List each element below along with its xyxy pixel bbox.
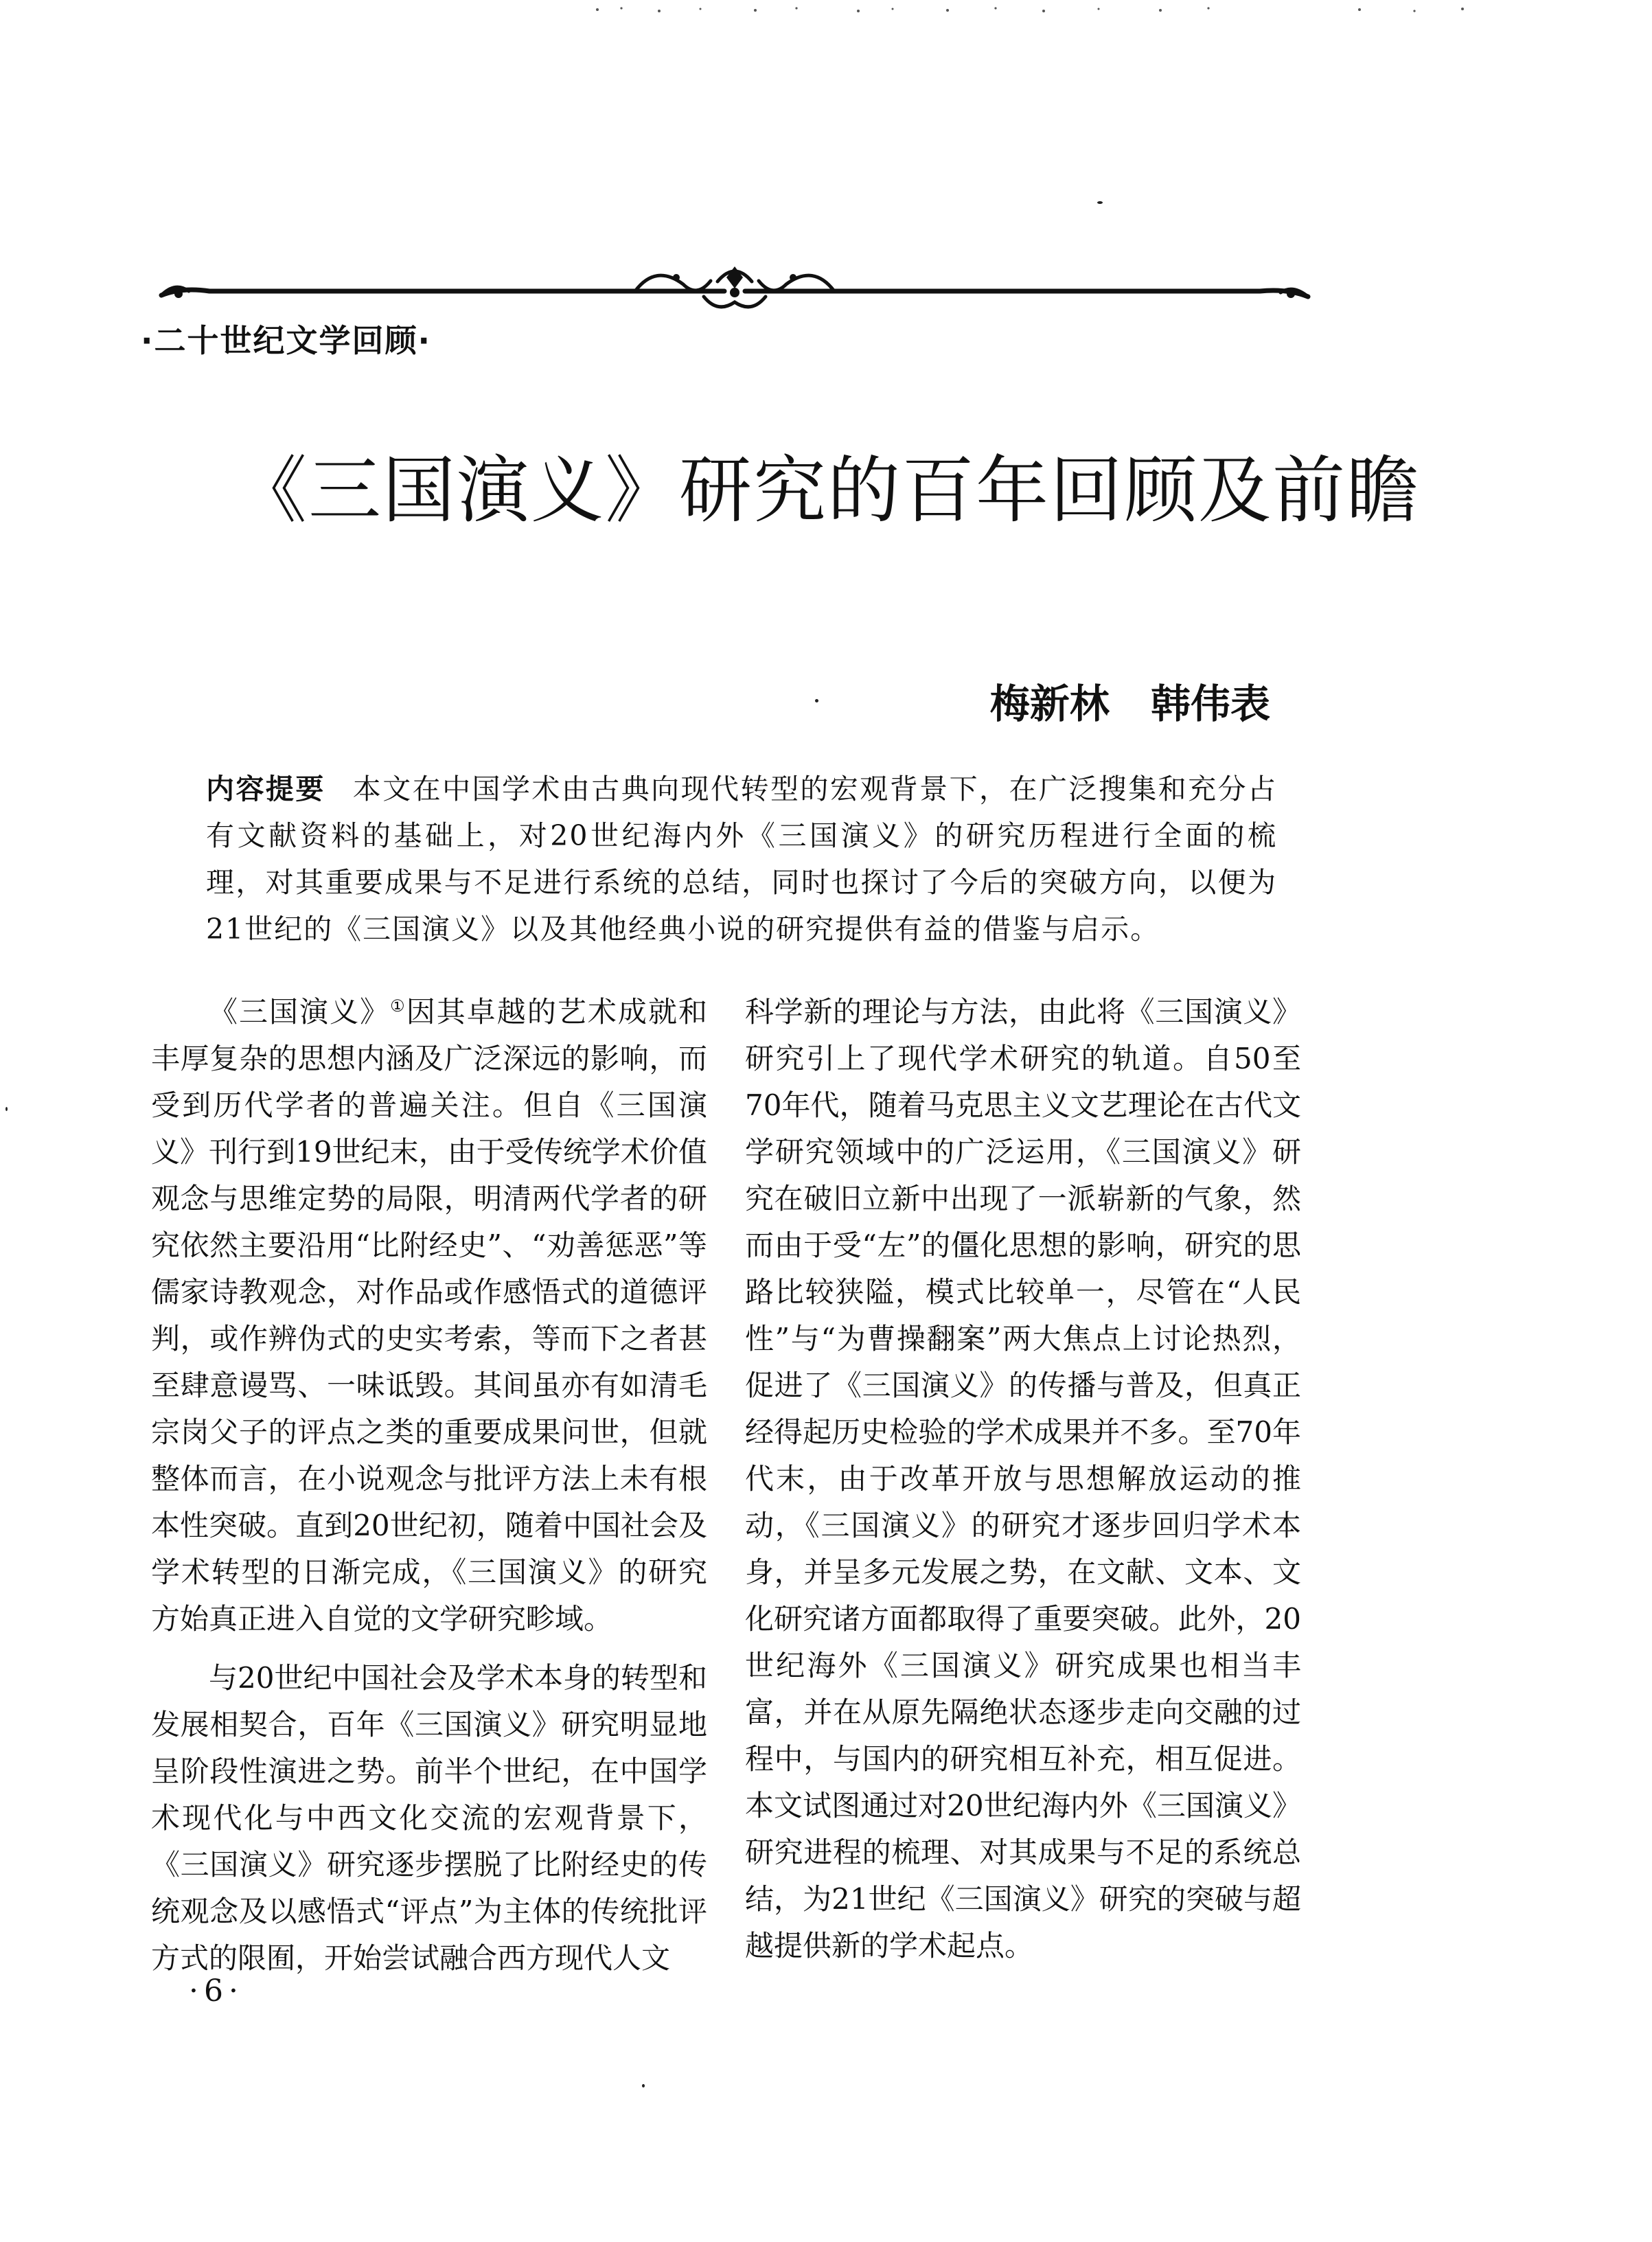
body-paragraph-2-continued: 科学新的理论与方法，由此将《三国演义》研究引上了现代学术研究的轨道。自50至70年代，随着马克思主义文艺理论在古代文学研究领域中的广泛运用，《三国演义》研究在破旧立新中出现了一派崭新的气象，然而由于受“左”的僵化思想的影响，研究的思路比较狭隘，模式比较单一，尽管在“人民性”与“为曹操翻案”两大焦点上讨论热烈，促进了《三国演义》的传播与普及，但真正经得起历史检验的学术成果并不多。至70年代末，由于改革开放与思想解放运动的推动，《三国演义》的研究才逐步回归学术本身，并呈多元发展之势，在文献、文本、文化研究诸方面都取得了重要突破。此外，20世纪海外《三国演义》研究成果也相当丰富，并在从原先隔绝状态逐步走向交融的过程中，与国内的研究相互补充，相互促进。本文试图通过对20世纪海内外《三国演义》研究进程的梳理、对其成果与不足的系统总结，为21世纪《三国演义》研究的突破与超越提供新的学术起点。 [745, 995, 1301, 1963]
decorative-header-ornament [154, 254, 1315, 323]
scan-speck [5, 1107, 8, 1111]
scan-speck [642, 2084, 645, 2087]
scan-speck [815, 699, 818, 702]
scan-noise-specks [0, 0, 1652, 27]
body-column-right [745, 989, 1301, 1969]
page-number: ·6· [189, 1974, 244, 2009]
body-column-left [151, 989, 707, 1982]
article-authors: 梅新林 韩伟表 [989, 680, 1270, 727]
abstract-label: 内容提要 [206, 773, 325, 805]
section-label: ·二十世纪文学回顾· [141, 322, 431, 359]
body-paragraph-1-start: 《三国演义》 [209, 995, 391, 1029]
abstract-block [206, 766, 1277, 952]
abstract-text: 本文在中国学术由古典向现代转型的宏观背景下，在广泛搜集和充分占有文献资料的基础上，对20世纪海内外《三国演义》的研究历程进行全面的梳理，对其重要成果与不足进行系统的总结，同时也探讨了今后的突破方向，以便为21世纪的《三国演义》以及其他经典小说的研究提供有益的借鉴与启示。 [206, 773, 1277, 946]
body-paragraph-1 [151, 989, 707, 1643]
body-paragraph-2: 与20世纪中国社会及学术本身的转型和发展相契合，百年《三国演义》研究明显地呈阶段性演进之势。前半个世纪，在中国学术现代化与中西文化交流的宏观背景下，《三国演义》研究逐步摆脱了比附经史的传统观念及以感悟式“评点”为主体的传统批评方式的限囿，开始尝试融合西方现代人文 [151, 1661, 707, 1975]
footnote-marker: ① [390, 996, 406, 1016]
body-paragraph-1-rest: 因其卓越的艺术成就和丰厚复杂的思想内涵及广泛深远的影响，而受到历代学者的普遍关注。但自《三国演义》刊行到19世纪末，由于受传统学术价值观念与思维定势的局限，明清两代学者的研究依然主要沿用“比附经史”、“劝善惩恶”等儒家诗教观念，对作品或作感悟式的道德评判，或作辨伪式的史实考索，等而下之者甚至肆意谩骂、一味诋毁。其间虽亦有如清毛宗岗父子的评点之类的重要成果问世，但就整体而言，在小说观念与批评方法上未有根本性突破。直到20世纪初，随着中国社会及学术转型的日渐完成，《三国演义》的研究方始真正进入自觉的文学研究畛域。 [151, 995, 707, 1636]
article-title: 《三国演义》研究的百年回顾及前瞻 [234, 448, 1421, 533]
scan-speck [1097, 201, 1103, 204]
